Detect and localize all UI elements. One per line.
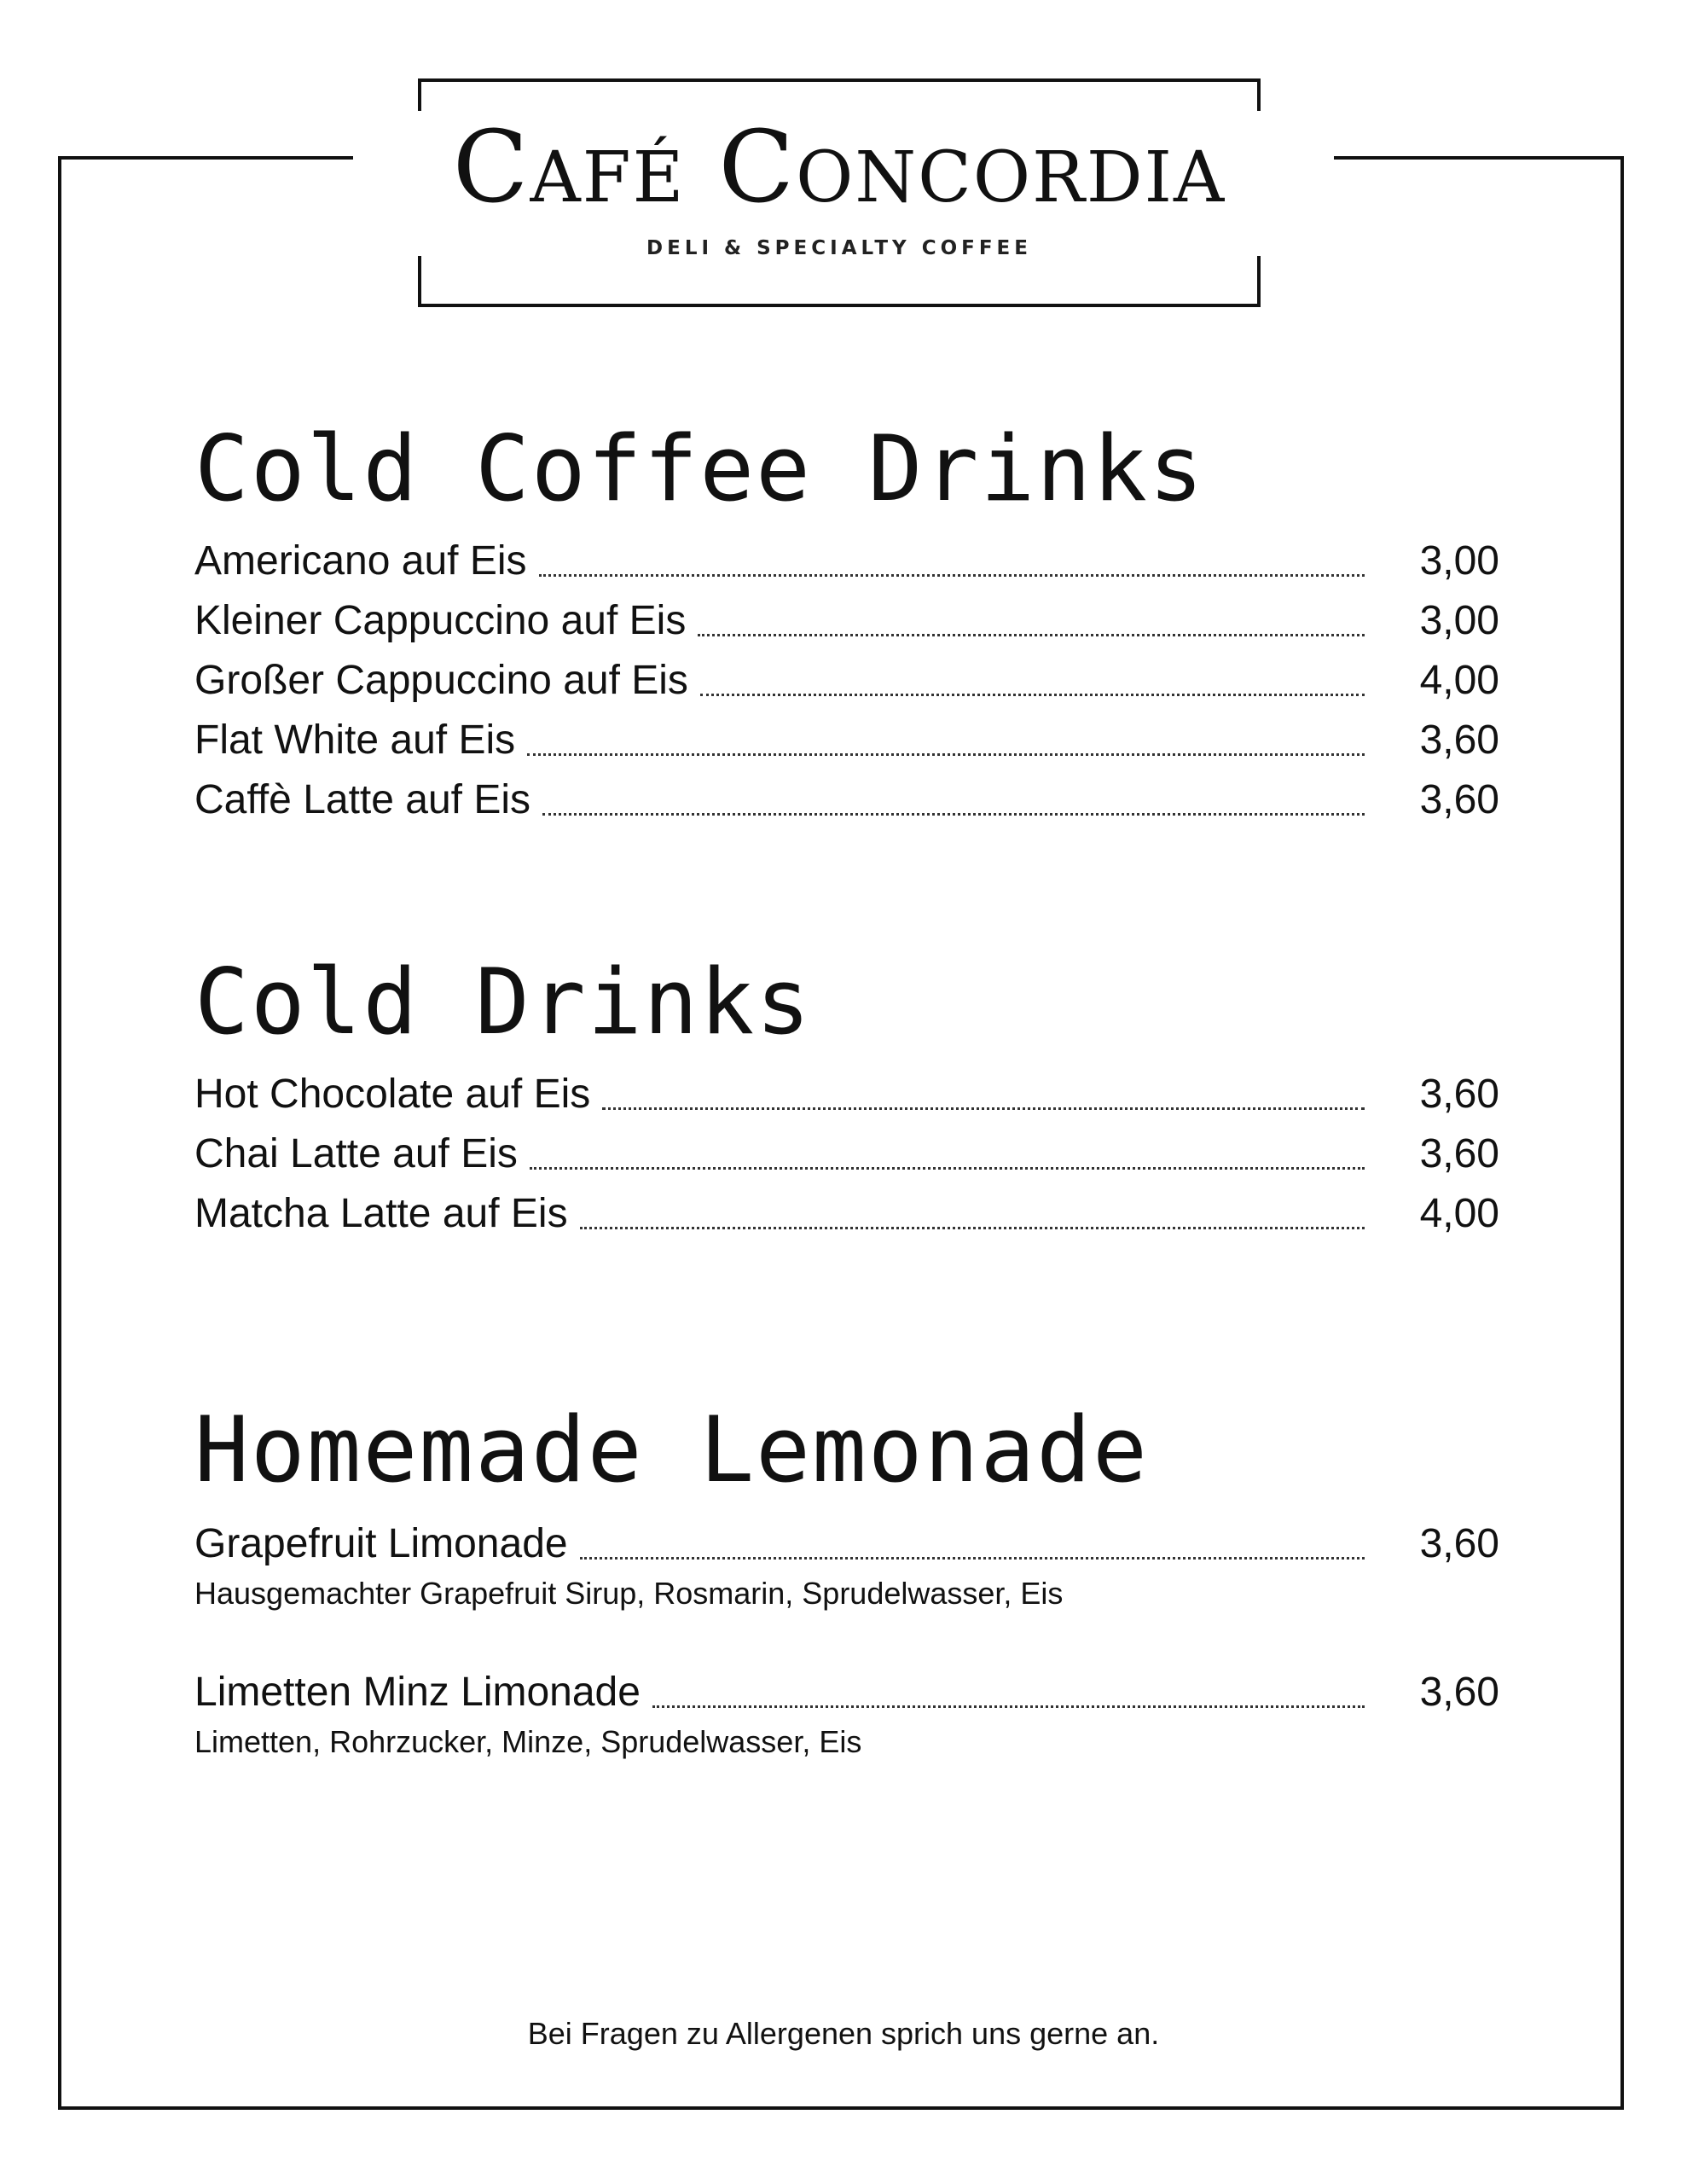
item-name: Limetten Minz Limonade bbox=[194, 1670, 641, 1715]
menu-item bbox=[194, 587, 1499, 647]
logo bbox=[418, 78, 1261, 307]
item-name: Großer Cappuccino auf Eis bbox=[194, 658, 688, 703]
dot-leader bbox=[602, 1056, 1365, 1110]
menu-item bbox=[194, 1180, 1499, 1240]
section-cold-drinks bbox=[194, 951, 1499, 1240]
item-description: Limetten, Rohrzucker, Minze, Sprudelwasser, Eis bbox=[194, 1724, 862, 1759]
dot-leader bbox=[652, 1654, 1365, 1708]
item-price: 3,60 bbox=[1419, 1521, 1499, 1566]
section-cold-coffee-drinks bbox=[194, 418, 1499, 826]
dot-leader bbox=[698, 583, 1365, 636]
item-description: Hausgemachter Grapefruit Sirup, Rosmarin, Sprudelwasser, Eis bbox=[194, 1576, 1064, 1611]
menu-item bbox=[194, 647, 1499, 706]
menu-item bbox=[194, 527, 1499, 587]
dot-leader bbox=[527, 702, 1365, 756]
item-price: 3,60 bbox=[1419, 1670, 1499, 1715]
brand-cap-1: C bbox=[452, 110, 530, 225]
section-title: Cold Drinks bbox=[194, 950, 812, 1054]
item-price: 3,60 bbox=[1419, 717, 1499, 763]
dot-leader bbox=[700, 642, 1365, 696]
item-name: Kleiner Cappuccino auf Eis bbox=[194, 598, 687, 643]
item-list bbox=[194, 527, 1499, 826]
allergen-note: Bei Fragen zu Allergenen sprich uns gerne an. bbox=[527, 2016, 1160, 2051]
brand-name bbox=[418, 110, 1261, 234]
item-price: 3,60 bbox=[1419, 1072, 1499, 1117]
section-homemade-lemonade bbox=[194, 1399, 1499, 1807]
item-name: Matcha Latte auf Eis bbox=[194, 1191, 568, 1236]
brand-cap-2: C bbox=[718, 110, 797, 225]
item-price: 3,60 bbox=[1419, 777, 1499, 822]
item-price: 3,00 bbox=[1419, 538, 1499, 584]
item-price: 4,00 bbox=[1419, 1191, 1499, 1236]
logo-bracket-top bbox=[418, 78, 1261, 111]
dot-leader bbox=[580, 1506, 1365, 1560]
menu-item bbox=[194, 1060, 1499, 1120]
menu-item bbox=[194, 1658, 1499, 1807]
item-price: 3,60 bbox=[1419, 1131, 1499, 1176]
item-list bbox=[194, 1510, 1499, 1807]
item-name: Hot Chocolate auf Eis bbox=[194, 1072, 591, 1117]
item-price: 4,00 bbox=[1419, 658, 1499, 703]
section-title: Homemade Lemonade bbox=[194, 1397, 1149, 1502]
logo-bracket-bottom bbox=[418, 256, 1261, 307]
item-name: Caffè Latte auf Eis bbox=[194, 777, 531, 822]
section-title: Cold Coffee Drinks bbox=[194, 416, 1205, 521]
dot-leader bbox=[539, 523, 1365, 577]
menu-item bbox=[194, 1120, 1499, 1180]
item-name: Americano auf Eis bbox=[194, 538, 527, 584]
dot-leader bbox=[530, 1116, 1365, 1170]
dot-leader bbox=[542, 762, 1365, 816]
menu-item bbox=[194, 706, 1499, 766]
item-list bbox=[194, 1060, 1499, 1240]
brand-tagline: DELI & SPECIALTY COFFEE bbox=[646, 237, 1032, 259]
item-price: 3,00 bbox=[1419, 598, 1499, 643]
menu-item bbox=[194, 1510, 1499, 1658]
item-name: Chai Latte auf Eis bbox=[194, 1131, 518, 1176]
menu-item bbox=[194, 766, 1499, 826]
dot-leader bbox=[580, 1176, 1365, 1229]
item-name: Flat White auf Eis bbox=[194, 717, 516, 763]
item-name: Grapefruit Limonade bbox=[194, 1521, 568, 1566]
brand-rest-1: AFÉ bbox=[530, 137, 686, 218]
brand-rest-2: ONCORDIA bbox=[796, 137, 1226, 218]
